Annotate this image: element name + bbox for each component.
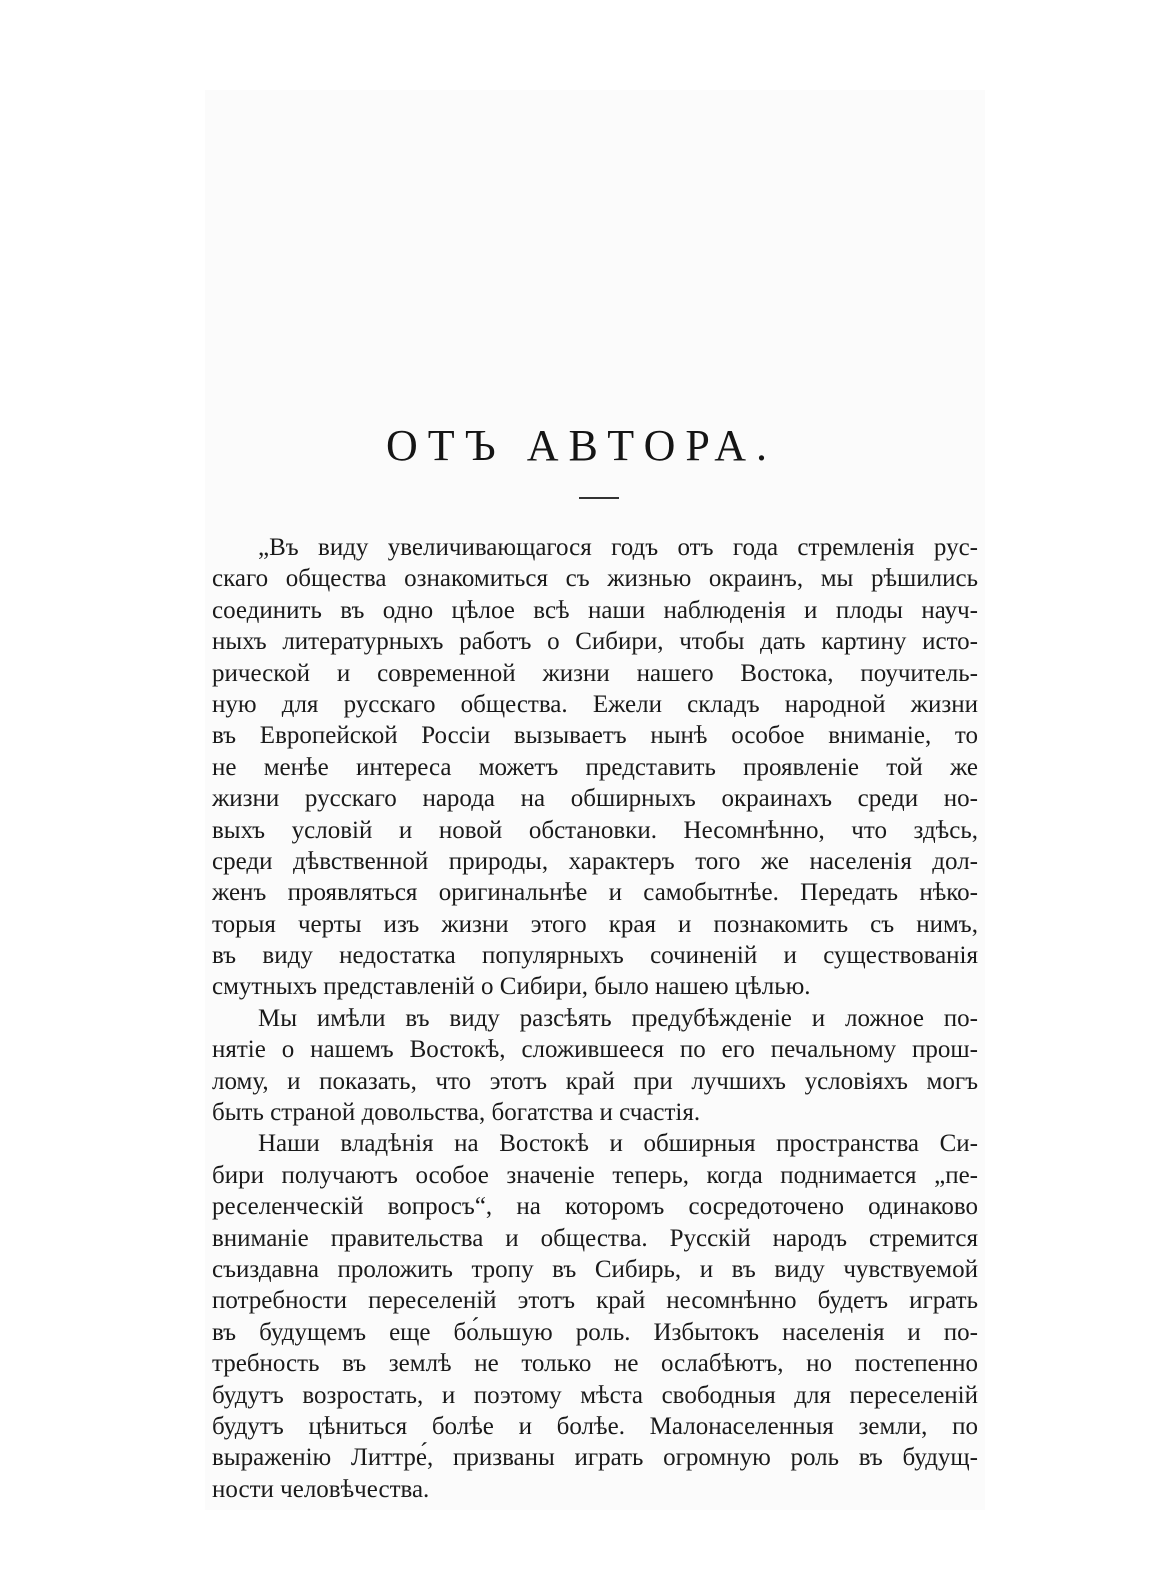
text-line: ныхъ литературныхъ работъ о Сибири, чтобы дать картину исто- xyxy=(212,628,978,656)
text-line: лому, и показать, что этотъ край при лучшихъ условіяхъ могъ xyxy=(212,1067,978,1095)
text-line: требность въ землѣ не только не ослабѣютъ, но постепенно xyxy=(212,1350,978,1378)
text-line: соединить въ одно цѣлое всѣ наши наблюденія и плоды науч- xyxy=(212,596,978,624)
text-line: торыя черты изъ жизни этого края и познакомить съ нимъ, xyxy=(212,910,978,938)
text-line: съиздавна проложить тропу въ Сибирь, и въ виду чувствуемой xyxy=(212,1255,978,1283)
text-line: будутъ цѣниться болѣе и болѣе. Малонаселенныя земли, по xyxy=(212,1412,978,1440)
text-line: бири получаютъ особое значеніе теперь, когда поднимается „пе- xyxy=(212,1161,978,1189)
text-line: нятіе о нашемъ Востокѣ, сложившееся по его печальному прош- xyxy=(212,1036,978,1064)
text-line: скаго общества ознакомиться съ жизнью окраинъ, мы рѣшились xyxy=(212,565,978,593)
text-line: не менѣе интереса можетъ представить проявленіе той же xyxy=(212,753,978,781)
text-line: въ будущемъ еще бо́льшую роль. Избытокъ населенія и по- xyxy=(212,1318,978,1346)
text-line: смутныхъ представленій о Сибири, было нашею цѣлью. xyxy=(212,973,811,1001)
text-line: среди дѣвственной природы, характеръ того же населенія дол- xyxy=(212,847,978,875)
text-line: выраженію Литтре́, призваны играть огромную роль въ будущ- xyxy=(212,1444,978,1472)
page-title: ОТЪ АВТОРА. xyxy=(386,421,777,470)
text-line: ности человѣчества. xyxy=(212,1475,430,1503)
text-line: Наши владѣнія на Востокѣ и обширныя пространства Си- xyxy=(258,1130,978,1158)
text-line: рической и современной жизни нашего Востока, поучитель- xyxy=(212,659,978,687)
text-line: въ виду недостатка популярныхъ сочиненій и существованія xyxy=(212,942,978,970)
text-line: будутъ возростать, и поэтому мѣста свободныя для переселеній xyxy=(212,1381,978,1409)
text-line: Мы имѣли въ виду разсѣять предубѣжденіе и ложное по- xyxy=(258,1004,978,1032)
text-line: реселенческій вопросъ“, на которомъ сосредоточено одинаково xyxy=(212,1193,978,1221)
text-line: быть страной довольства, богатства и счастія. xyxy=(212,1099,701,1127)
text-line: потребности переселеній этотъ край несомнѣнно будетъ играть xyxy=(212,1287,978,1315)
text-line: женъ проявляться оригинальнѣе и самобытнѣе. Передать нѣко- xyxy=(212,879,978,907)
text-line: „Въ виду увеличивающагося годъ отъ года стремленія рус- xyxy=(258,534,978,561)
text-line: жизни русскаго народа на обширныхъ окраинахъ среди но- xyxy=(212,785,978,813)
text-line: вниманіе правительства и общества. Русскій народъ стремится xyxy=(212,1224,978,1252)
body-text xyxy=(212,532,978,1505)
text-line: въ Европейской Россіи вызываетъ нынѣ особое вниманіе, то xyxy=(212,722,978,750)
text-line: выхъ условій и новой обстановки. Несомнѣнно, что здѣсь, xyxy=(212,816,978,844)
title-divider xyxy=(579,497,619,499)
text-line: ную для русскаго общества. Ежели складъ народной жизни xyxy=(212,690,978,718)
